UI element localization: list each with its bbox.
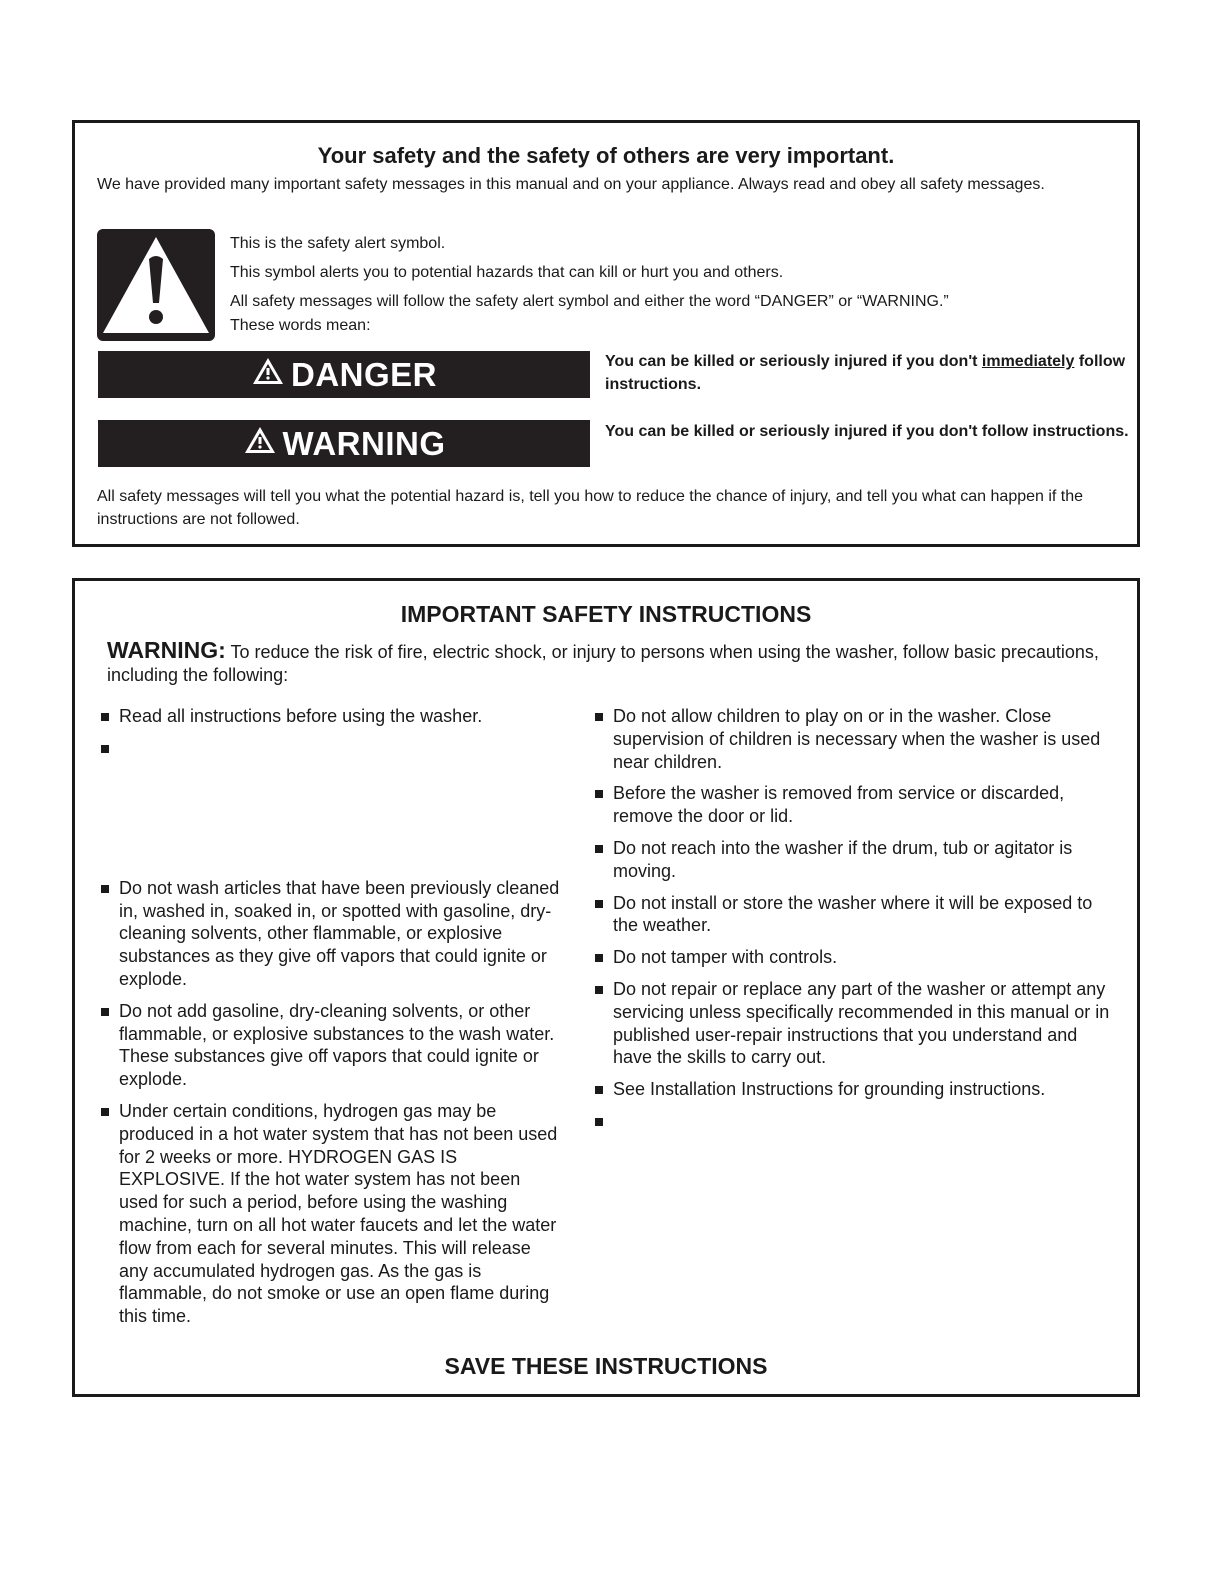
danger-label: DANGER <box>290 355 437 393</box>
list-item: Do not tamper with controls. <box>595 946 1115 969</box>
square-bullet-icon <box>101 745 109 753</box>
list-item <box>101 737 561 868</box>
list-item: See Installation Instructions for grounding instructions. <box>595 1078 1115 1101</box>
symbol-line-2: This symbol alerts you to potential hazards that can kill or hurt you and others. <box>230 264 784 281</box>
safety-alert-triangle-icon <box>97 229 215 341</box>
alert-triangle-icon <box>243 425 277 463</box>
list-item: Do not wash articles that have been previously cleaned in, washed in, soaked in, or spotted with gasoline, dry-cleaning solvents, other flammable, or explosive substances as they give off vapors that could ignite or explode. <box>101 877 561 991</box>
safety-title: Your safety and the safety of others are very important. <box>317 143 895 168</box>
square-bullet-icon <box>595 1086 603 1094</box>
list-item: Do not allow children to play on or in the washer. Close supervision of children is necessary when the washer is used near children. <box>595 705 1115 773</box>
square-bullet-icon <box>101 1008 109 1016</box>
safety-intro-text: We have provided many important safety messages in this manual and on your appliance. Always read and obey all safety messages. <box>97 176 1045 193</box>
warning-body: To reduce the risk of fire, electric shock, or injury to persons when using the washer, follow basic precautions, including the following: <box>107 642 1099 685</box>
list-item <box>595 1110 1115 1132</box>
square-bullet-icon <box>101 713 109 721</box>
alert-triangle-icon <box>251 356 285 394</box>
danger-description: You can be killed or seriously injured if you don't immediately follow instructions. <box>605 353 1126 393</box>
safety-intro-panel <box>72 120 1140 547</box>
symbol-line-1: This is the safety alert symbol. <box>230 235 446 252</box>
warning-banner <box>98 420 590 467</box>
list-item: Read all instructions before using the washer. <box>101 705 561 728</box>
list-item: Before the washer is removed from service or discarded, remove the door or lid. <box>595 782 1115 828</box>
instructions-title: IMPORTANT SAFETY INSTRUCTIONS <box>400 601 812 627</box>
warning-description: You can be killed or seriously injured if you don't follow instructions. <box>605 423 1129 440</box>
list-item: Do not repair or replace any part of the washer or attempt any servicing unless specifically recommended in this manual or in published user-repair instructions that you understand and have the skills to carry out. <box>595 978 1115 1069</box>
square-bullet-icon <box>595 986 603 994</box>
list-item: Do not add gasoline, dry-cleaning solvents, or other flammable, or explosive substances to the wash water. These substances give off vapors that could ignite or explode. <box>101 1000 561 1091</box>
square-bullet-icon <box>595 790 603 798</box>
list-item: Do not install or store the washer where it will be exposed to the weather. <box>595 892 1115 938</box>
list-item: Do not reach into the washer if the drum, tub or agitator is moving. <box>595 837 1115 883</box>
instructions-right-column <box>595 705 1115 1141</box>
safety-footer-text: All safety messages will tell you what the potential hazard is, tell you how to reduce the chance of injury, and tell you what can happen if the instructions are not followed. <box>97 488 1084 528</box>
square-bullet-icon <box>595 900 603 908</box>
symbol-line-3: All safety messages will follow the safety alert symbol and either the word “DANGER” or “WARNING.” <box>230 293 949 310</box>
symbol-line-4: These words mean: <box>230 317 371 334</box>
warning-word: WARNING: <box>107 637 226 663</box>
save-instructions-heading: SAVE THESE INSTRUCTIONS <box>444 1353 768 1379</box>
square-bullet-icon <box>595 954 603 962</box>
instructions-left-column <box>101 705 561 1337</box>
square-bullet-icon <box>595 713 603 721</box>
square-bullet-icon <box>101 885 109 893</box>
important-instructions-panel <box>72 578 1140 1397</box>
square-bullet-icon <box>595 845 603 853</box>
instructions-warning <box>107 639 1117 687</box>
square-bullet-icon <box>595 1118 603 1126</box>
square-bullet-icon <box>101 1108 109 1116</box>
warning-label: WARNING <box>282 424 446 462</box>
list-item: Under certain conditions, hydrogen gas may be produced in a hot water system that has not been used for 2 weeks or more. HYDROGEN GAS IS EXPLOSIVE. If the hot water system has not been used for such a period, before using the washing machine, turn on all hot water faucets and let the water flow from each for several minutes. This will release any accumulated hydrogen gas. As the gas is flammable, do not smoke or use an open flame during this time. <box>101 1100 561 1328</box>
danger-banner <box>98 351 590 398</box>
